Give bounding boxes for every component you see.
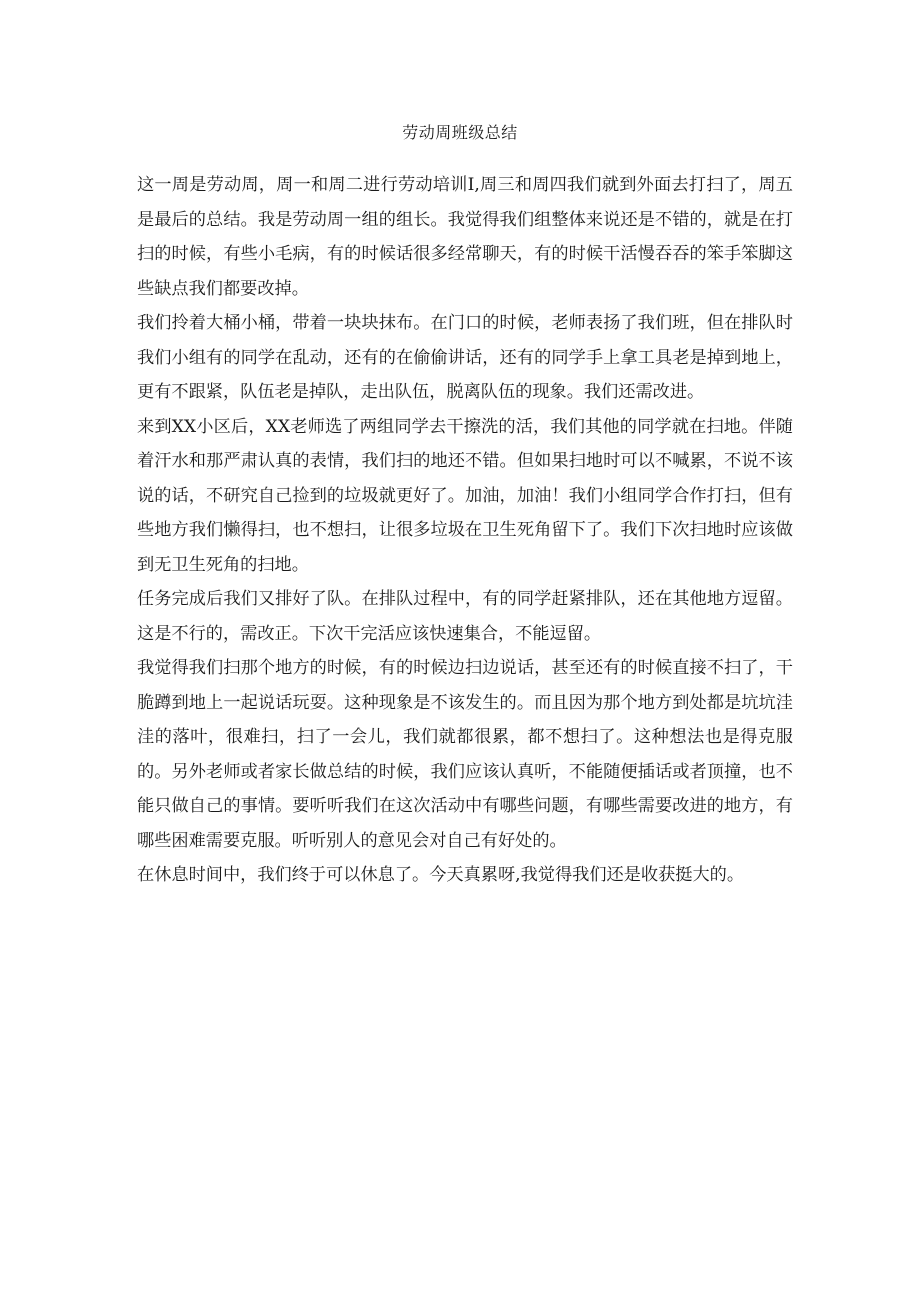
paragraph-4: 任务完成后我们又排好了队。在排队过程中，有的同学赶紧排队，还在其他地方逗留。这是不行的，需改正。下次干完活应该快速集合，不能逗留。: [137, 589, 793, 644]
paragraph-3: 来到XX小区后，XX老师选了两组同学去干擦洗的活，我们其他的同学就在扫地。伴随着汗水和那严肃认真的表情，我们扫的地还不错。但如果扫地时可以不喊累，不说不该说的话，不研究自己捡到的垃圾就更好了。加油，加油！我们小组同学合作打扫，但有些地方我们懒得扫，也不想扫，让很多垃圾在卫生死角留下了。我们下次扫地时应该做到无卫生死角的扫地。: [137, 416, 793, 575]
paragraph-5: 我觉得我们扫那个地方的时候，有的时候边扫边说话，甚至还有的时候直接不扫了，干脆蹲到地上一起说话玩耍。这种现象是不该发生的。而且因为那个地方到处都是坑坑洼洼的落叶，很难扫，扫了一会儿，我们就都很累，都不想扫了。这种想法也是得克服的。另外老师或者家长做总结的时候，我们应该认真听，不能随便插话或者顶撞，也不能只做自己的事情。要听听我们在这次活动中有哪些问题，有哪些需要改进的地方，有哪些困难需要克服。听听别人的意见会对自己有好处的。: [137, 658, 793, 851]
paragraph-6: 在休息时间中，我们终于可以休息了。今天真累呀,我觉得我们还是收获挺大的。: [137, 865, 745, 885]
paragraph-2: 我们拎着大桶小桶，带着一块块抹布。在门口的时候，老师表扬了我们班，但在排队时我们小组有的同学在乱动，还有的在偷偷讲话，还有的同学手上拿工具老是掉到地上，更有不跟紧，队伍老是掉队，走出队伍，脱离队伍的现象。我们还需改进。: [137, 313, 793, 402]
document-body: [137, 168, 793, 893]
paragraph-1: 这一周是劳动周，周一和周二进行劳动培训I,周三和周四我们就到外面去打扫了，周五是最后的总结。我是劳动周一组的组长。我觉得我们组整体来说还是不错的，就是在打扫的时候，有些小毛病，有的时候话很多经常聊天，有的时候干活慢吞吞的笨手笨脚这些缺点我们都要改掉。: [137, 175, 793, 299]
document-title: 劳动周班级总结: [402, 123, 518, 142]
